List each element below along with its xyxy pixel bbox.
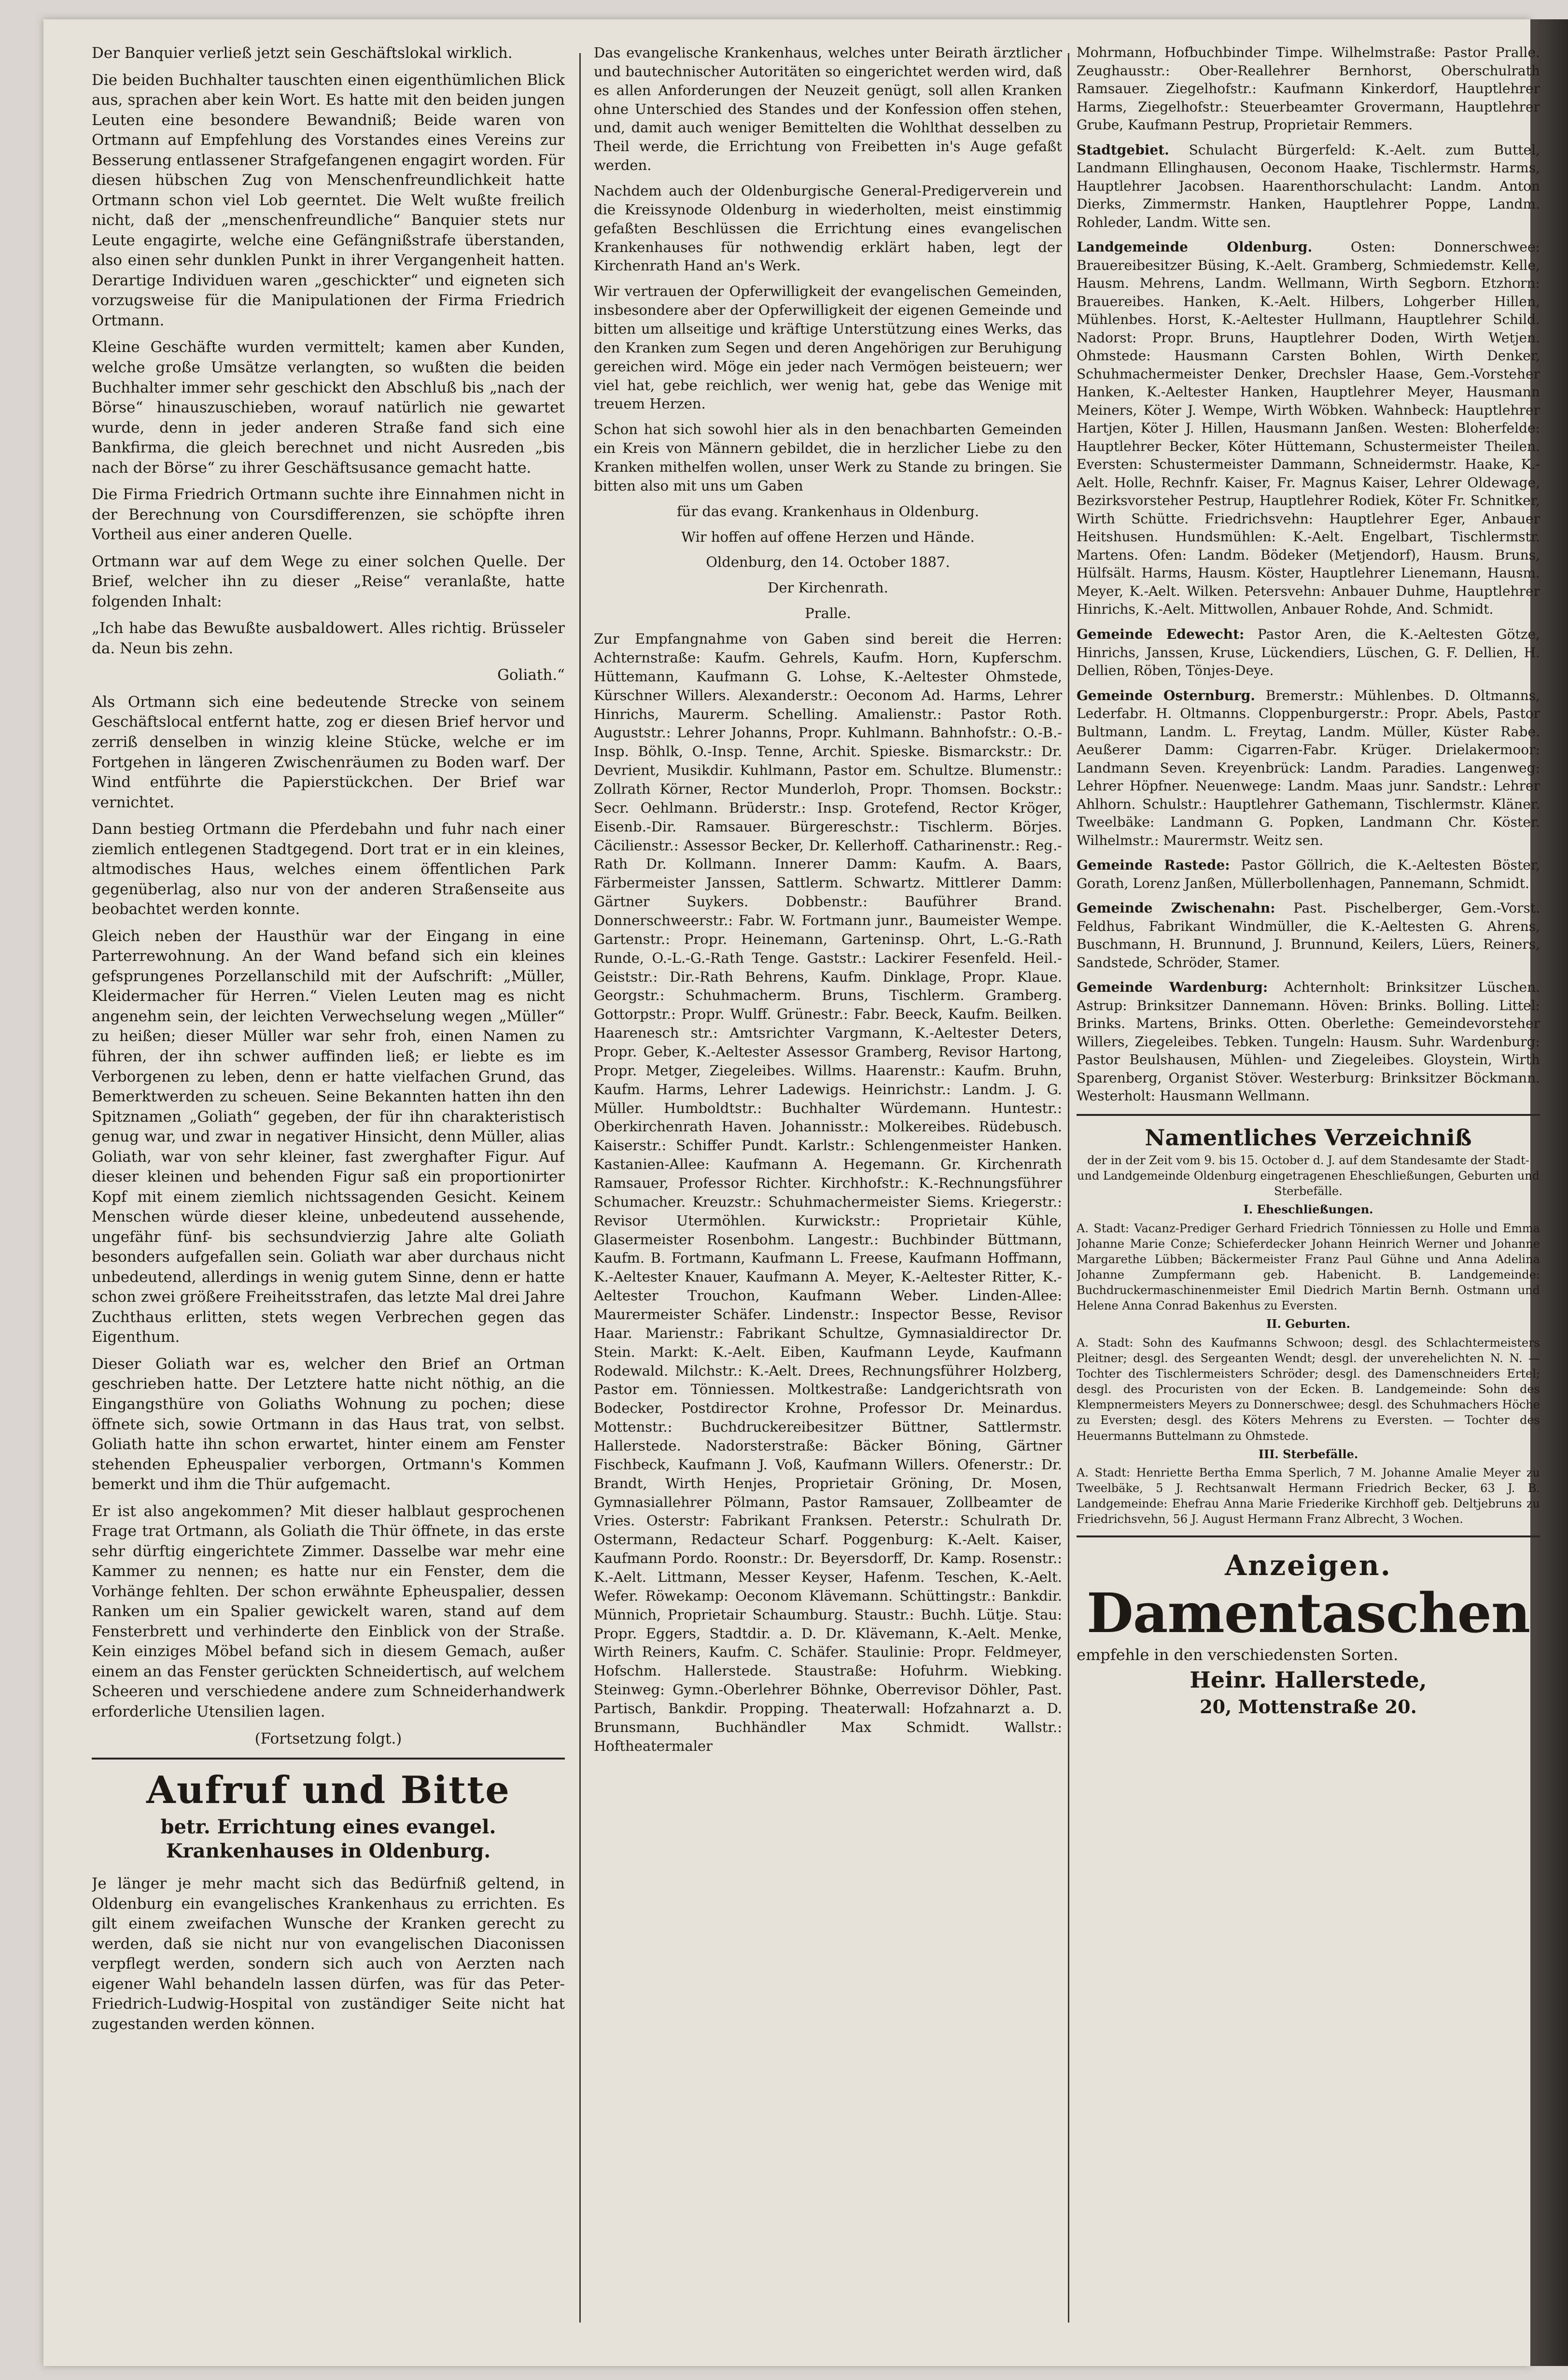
appeal-purpose: für das evang. Krankenhaus in Oldenburg. bbox=[676, 503, 980, 520]
letter-signature: Goliath.“ bbox=[497, 666, 565, 684]
column-divider bbox=[579, 53, 581, 2323]
ad-merchant: Heinr. Hallerstede, bbox=[1190, 1667, 1427, 1693]
ad-product: Damentaschen bbox=[1086, 1582, 1530, 1646]
section-divider bbox=[92, 1758, 565, 1760]
continuation-note: (Fortsetzung folgt.) bbox=[254, 1730, 402, 1747]
collectors-section bbox=[1077, 238, 1540, 619]
section-label: Gemeinde Rastede: bbox=[1077, 857, 1230, 873]
section-label: Gemeinde Osternburg. bbox=[1077, 687, 1256, 704]
article-paragraph: Die beiden Buchhalter tauschten einen eigenthümlichen Blick aus, sprachen aber kein Wort. Es hatte mit den beiden jungen Leuten eine besondere Bewandniß; Beide waren von Ortmann auf Empfehlung des Vorstandes eines Vereins zur Besserung entlassener Strafgefangenen engagirt worden. Für diesen hübschen Zug von Menschenfreundlichkeit hatte Ortmann schon viel Lob geerntet. Die Welt wußte freilich nicht, daß der „menschenfreundliche“ Banquier stets nur Leute engagirte, welche eine Gefängnißstrafe überstanden, also einen sehr dunklen Punkt in ihrer Vergangenheit hatten. Derartige Individuen waren „geschickter“ und eigneten sich vorzugsweise für die Manipulationen der Firma Friedrich Ortmann. bbox=[92, 71, 565, 329]
donation-collectors-list: Zur Empfangnahme von Gaben sind bereit die Herren: Achternstraße: Kaufm. Gehrels, Kaufm. Horn, Kupferschm. Hüttemann, Kaufmann G. Lohse, K.-Aeltester Ohmstede, Kürschner Willers. Alexanderstr.: Oeconom Ad. Harms, Lehrer Hinrichs, Maurerm. Schelling. Amalienstr.: Pastor Roth. Auguststr.: Lehrer Johanns, Propr. Kuhlmann. Bahnhofstr.: O.-B.-Insp. Böhlk, O.-Insp. Tenne, Archit. Spieske. Bismarckstr.: Dr. Devrient, Musikdir. Kuhlmann, Pastor em. Schultze. Blumenstr.: Zollrath Körner, Rector Munderloh, Propr. Thomsen. Bockstr.: Secr. Oehlmann. Brüderstr.: Insp. Grotefend, Rector Kröger, Eisenb.-Dir. Ramsauer. Bürgereschstr.: Tischlerm. Börjes. Cäcilienstr.: Assessor Becker, Dr. Kellerhoff. Catharinenstr.: Reg.-Rath Dr. Kollmann. Innerer Damm: Kaufm. A. Baars, Färbermeister Janssen, Sattlerm. Schwartz. Mittlerer Damm: Gärtner Suykers. Dobbenstr.: Bauführer Brand. Donnerschweerstr.: Fabr. W. Fortmann junr., Baumeister Wempe. Gartenstr.: Propr. Heinemann, Garteninsp. Ohrt, L.-G.-Rath Runde, O.-L.-G.-Rath Tenge. Gaststr.: Lackirer Fesenfeld. Heil.-Geiststr.: Dir.-Rath Behrens, Kaufm. Dinklage, Propr. Klaue. Georgstr.: Schuhmacherm. Bruns, Tischlerm. Gramberg. Gottorpstr.: Propr. Wulff. Grünestr.: Fabr. Beeck, Kaufm. Beilken. Haarenesch str.: Amtsrichter Vargmann, K.-Aeltester Deters, Propr. Geber, K.-Aeltester Assessor Gramberg, Revisor Hartong, Propr. Metger, Ziegeleibes. Willms. Haarenstr.: Kaufm. Bruhn, Kaufm. Harms, Lehrer Ladewigs. Heinrichstr.: Landm. J. G. Müller. Humboldtstr.: Buchhalter Würdemann. Huntestr.: Oberkirchenrath Haven. Johannisstr.: Molkereibes. Rüdebusch. Kaiserstr.: Schiffer Pundt. Karlstr.: Schlengenmeister Hanken. Kastanien-Allee: Kaufmann A. Hegemann. Gr. Kirchenrath Ramsauer, Professor Richter. Kirchhofstr.: K.-Rechnungsführer Schumacher. Kreuzstr.: Schuhmachermeister Siems. Kriegerstr.: Revisor Utermöhlen. Kurwickstr.: Proprietair Kühle, Glasermeister Rosenbohm. Langestr.: Buchbinder Büttmann, Kaufm. B. Fortmann, Kaufmann L. Freese, Kaufmann Hoffmann, K.-Aeltester Knauer, Kaufmann A. Meyer, K.-Aeltester Ritter, K.-Aeltester Trouchon, Kaufmann Weber. Linden-Allee: Maurermeister Schäfer. Lindenstr.: Inspector Besse, Revisor Haar. Marienstr.: Fabrikant Schultze, Gymnasialdirector Dr. Stein. Markt: K.-Aelt. Eiben, Kaufmann Leyde, Kaufmann Rodewald. Milchstr.: K.-Aelt. Drees, Rechnungsführer Holzberg, Pastor em. Tönniessen. Moltkestraße: Landgerichtsrath von Bodecker, Postdirector Krohne, Professor Dr. Meinardus. Mottenstr.: Buchdruckereibesitzer Büttner, Sattlermstr. Hallerstede. Nadorsterstraße: Bäcker Böning, Gärtner Fischbeck, Kaufmann J. Voß, Kaufmann Willers. Ofenerstr.: Dr. Brandt, Wirth Henjes, Proprietair Gröning, Dr. Mosen, Gymnasiallehrer Pölmann, Pastor Ramsauer, Zollbeamter de Vries. Osterstr: Fabrikant Franksen. Peterstr.: Schulrath Dr. Ostermann, Redacteur Scharf. Poggenburg: K.-Aelt. Kaiser, Kaufmann Pordo. Roonstr.: Dr. Beyersdorff, Dr. Kamp. Rosenstr.: K.-Aelt. Littmann, Messer Keyser, Hafenm. Teschen, K.-Aelt. Wefer. Röwekamp: Oeconom Klävemann. Schüttingstr.: Bankdir. Münnich, Proprietair Schaumburg. Staustr.: Buchh. Lütje. Stau: Propr. Eggers, Stadtdir. a. D. Dr. Klävemann, K.-Aelt. Menke, Wirth Reiners, Kaufm. C. Schäfer. Staulinie: Propr. Feldmeyer, Hofschm. Hallerstede. Staustraße: Hofuhrm. Wiebking. Steinweg: Gymn.-Oberlehrer Böhnke, Oberrevisor Döhler, Past. Partisch, Bankdir. Propping. Theaterwall: Hofzahnarzt a. D. Brunsmann, Buchhändler Max Schmidt. Wallstr.: Hoftheatermaler bbox=[594, 631, 1062, 1754]
appeal-closing: Wir hoffen auf offene Herzen und Hände. bbox=[681, 528, 975, 545]
ads-title: Anzeigen. bbox=[1225, 1549, 1392, 1582]
section-text: Pastor Göllrich, die K.-Aeltesten Böster, Gorath, Lorenz Janßen, Müllerbollenhagen, Pannemann, Schmidt. bbox=[1077, 857, 1540, 891]
section-text: Achternholt: Brinksitzer Lüschen. Astrup: Brinksitzer Dannemann. Höven: Brinks. Bolling. Littel: Brinks. Martens, Brinks. Otten. Oberlethe: Gemeindevorsteher Willers, Ziegeleibes. Tebken. Tungeln: Hausm. Suhr. Wardenburg: Pastor Beulshausen, Mühlen- und Ziegeleibes. Gloystein, Wirth Sparenberg, Organist Stöver. Westerburg: Brinksitzer Böckmann. Westerholt: Hausmann Wellmann. bbox=[1077, 979, 1540, 1104]
appeal-paragraph: Wir vertrauen der Opferwilligkeit der evangelischen Gemeinden, insbesondere aber der Opferwilligkeit der eigenen Gemeinde und bitten um allseitige und kräftige Unterstützung eines Werks, das den Kranken zum Segen und deren Angehörigen zur Beruhigung gereichen wird. Möge ein jeder nach Vermögen beisteuern; wer viel hat, gebe reichlich, wer wenig hat, gebe das Wenige mit treuem Herzen. bbox=[594, 283, 1062, 412]
article-paragraph: Dieser Goliath war es, welcher den Brief an Ortman geschrieben hatte. Der Letztere hatte nicht nöthig, an die Eingangsthüre von Goliaths Wohnung zu pochen; diese öffnete sich, sowie Ortmann in das Haus trat, von selbst. Goliath hatte ihn schon erwartet, hinter einem am Fenster stehenden Epheuspalier verborgen, Ortmann's Kommen bemerkt und ihm die Thür aufgemacht. bbox=[92, 1355, 565, 1493]
appeal-signatory-name: Pralle. bbox=[805, 605, 851, 622]
appeal-signatory: Der Kirchenrath. bbox=[768, 579, 888, 596]
collectors-section bbox=[1077, 856, 1540, 892]
collectors-section bbox=[1077, 141, 1540, 232]
article-paragraph: Er ist also angekommen? Mit dieser halblaut gesprochenen Frage trat Ortmann, als Goliath die Thür öffnete, in das erste sehr dürftig eingerichtete Zimmer. Dasselbe war mehr eine Kammer zu nennen; es hatte nur ein Fenster, dem die Vorhänge fehlten. Der schon erwähnte Epheuspalier, dessen Ranken um ein Spalier gewickelt waren, stand auf dem Fensterbrett und verhinderte den Einblick von der Straße. Kein einziges Möbel befand sich in diesem Gemach, außer einem an das Fenster gerückten Schneidertisch, auf welchem Scheeren und verschiedene andere zum Schneiderhandwerk erforderliche Utensilien lagen. bbox=[92, 1502, 565, 1720]
register-heading: I. Eheschließungen. bbox=[1243, 1202, 1373, 1217]
collectors-section bbox=[1077, 687, 1540, 850]
collectors-section bbox=[1077, 978, 1540, 1105]
section-text: Pastor Aren, die K.-Aeltesten Götze, Hinrichs, Janssen, Kruse, Lückendiers, Lüschen, G. F. Dellien, H. Dellien, Röben, Tönjes-Deye. bbox=[1077, 626, 1540, 679]
column-3 bbox=[1077, 43, 1540, 2337]
appeal-paragraph: Nachdem auch der Oldenburgische General-Predigerverein und die Kreissynode Oldenburg in wiederholten, meist einstimmig gefaßten Beschlüssen die Errichtung eines evangelischen Krankenhauses für nothwendig erklärt haben, legt der Kirchenrath Hand an's Werk. bbox=[594, 183, 1062, 274]
section-label: Gemeinde Wardenburg: bbox=[1077, 979, 1268, 996]
appeal-subtitle: betr. Errichtung eines evangel. Krankenhauses in Oldenburg. bbox=[160, 1816, 496, 1863]
section-divider bbox=[1077, 1114, 1540, 1116]
section-label: Gemeinde Zwischenahn: bbox=[1077, 900, 1275, 916]
ad-text: empfehle in den verschiedensten Sorten. bbox=[1077, 1646, 1399, 1664]
column-2 bbox=[594, 43, 1062, 2337]
article-paragraph: Dann bestieg Ortmann die Pferdebahn und fuhr nach einer ziemlich entlegenen Stadtgegend. Dort trat er in ein kleines, altmodisches Haus, welches einem öffentlichen Park gegenüberlag, also nur von der anderen Straßenseite aus beobachtet werden konnte. bbox=[92, 820, 565, 918]
register-intro: der in der Zeit vom 9. bis 15. October d. J. auf dem Standesamte der Stadt- und Landgemeinde Oldenburg eingetragenen Eheschließungen, Geburten und Sterbefälle. bbox=[1077, 1153, 1540, 1198]
appeal-paragraph: Je länger je mehr macht sich das Bedürfniß geltend, in Oldenburg ein evangelisches Krankenhaus zu errichten. Es gilt einem zweifachen Wunsche der Kranken gerecht zu werden, daß sie nicht nur von evangelischen Diaconissen verpflegt werden, sondern sich auch von Aerzten nach eigener Wahl behandeln lassen dürfen, was für das Peter-Friedrich-Ludwig-Hospital von zuständiger Seite nicht hat zugestanden werden können. bbox=[92, 1875, 565, 2033]
article-paragraph: Als Ortmann sich eine bedeutende Strecke von seinem Geschäftslocal entfernt hatte, zog er diesen Brief hervor und zerriß denselben in winzig kleine Stücke, welche er im Fortgehen in längeren Zwischenräumen zu Boden warf. Der Wind entführte die Papierstückchen. Der Brief war vernichtet. bbox=[92, 693, 565, 811]
section-text: Past. Pischelberger, Gem.-Vorst. Feldhus, Fabrikant Windmüller, die K.-Aeltesten G. Ahrens, Buschmann, H. Brunnund, J. Brunnund, Keilers, Lüers, Reiners, Sandstede, Schröder, Stamer. bbox=[1077, 900, 1540, 971]
appeal-paragraph: Das evangelische Krankenhaus, welches unter Beirath ärztlicher und bautechnischer Autoritäten so eingerichtet werden wird, daß es allen Anforderungen der Neuzeit genügt, soll allen Kranken ohne Unterschied des Standes und der Konfession offen stehen, und, damit auch weniger Bemittelten die Wohlthat desselben zu Theil werde, die Errichtung von Freibetten in's Auge gefaßt werden. bbox=[594, 44, 1062, 174]
section-divider bbox=[1077, 1535, 1540, 1537]
register-entry: A. Stadt: Sohn des Kaufmanns Schwoon; desgl. des Schlachtermeisters Pleitner; desgl. des Sergeanten Wendt; desgl. der unverehelichten N. N. — Tochter des Tischlermeisters Schröder; desgl. des Damenschneiders Ertel; desgl. des Procuristen von der Ecken. B. Landgemeinde: Sohn des Klempnermeisters Meyers zu Donnerschwee; desgl. des Schuhmachers Höche zu Eversten; desgl. des Köters Mehrens zu Eversten. — Tochter des Heuermanns Buttelmann zu Ohmstede. bbox=[1077, 1336, 1540, 1443]
article-paragraph: Gleich neben der Hausthür war der Eingang in eine Parterrewohnung. An der Wand befand sich ein kleines gefsprungenes Porzellanschild mit der Aufschrift: „Müller, Kleidermacher für Herren.“ Vielen Leuten mag es nicht angenehm sein, der leichten Verwechselung wegen „Müller“ zu heißen; dieser Müller war sehr froh, einen Namen zu führen, der ihn schwer auffinden ließ; er liebte es im Verborgenen zu leben, denn er hatte vielfachen Grund, das Bemerktwerden zu scheuen. Seine Bekannten hatten ihn den Spitznamen „Goliath“ gegeben, der für ihn charakteristisch genug war, und zwar in negativer Hinsicht, denn Müller, alias Goliath, war von sehr kleiner, fast zwerghafter Figur. Auf dieser kleinen und behenden Figur saß ein proportionirter Kopf mit einem ziemlich nichtssagenden Gesicht. Keinem Menschen würde dieser kleine, unbedeutend aussehende, ungefähr fünf- bis sechsundvierzig Jahre alte Goliath besonders aufgefallen sein. Goliath war aber durchaus nicht unbedeutend, allerdings in wenig gutem Sinne, denn er hatte schon zwei größere Freiheitsstrafen, das letzte Mal drei Jahre Zuchthaus erlitten, stets wegen Verbrechen gegen das Eigenthum. bbox=[92, 927, 565, 1346]
section-label: Gemeinde Edewecht: bbox=[1077, 626, 1245, 642]
appeal-date: Oldenburg, den 14. October 1887. bbox=[706, 554, 950, 571]
collectors-section bbox=[1077, 625, 1540, 680]
letter-text: „Ich habe das Bewußte ausbaldowert. Alles richtig. Brüsseler da. Neun bis zehn. bbox=[92, 620, 565, 657]
section-text: Schulacht Bürgerfeld: K.-Aelt. zum Buttel, Landmann Ellinghausen, Oeconom Haake, Tischlermstr. Harms, Hauptlehrer Jacobsen. Haarenthorschulacht: Landm. Anton Dierks, Zimmermstr. Hanken, Hauptlehrer Poppe, Landm. Rohleder, Landm. Witte sen. bbox=[1077, 141, 1540, 230]
civil-register bbox=[1077, 1153, 1540, 1527]
section-text: Osten: Donnerschwee: Brauereibesitzer Büsing, K.-Aelt. Gramberg, Schmiedemstr. Kelle, Hausm. Mehrens, Landm. Wellmann, Wirth Segborn. Etzhorn: Brauereibes. Hanken, K.-Aelt. Hilbers, Lohgerber Hillen, Mühlenbes. Horst, K.-Aeltester Hullmann, Hauptlehrer Schild. Nadorst: Propr. Bruns, Hauptlehrer Doden, Wirth Wetjen. Ohmstede: Hausmann Carsten Bohlen, Wirth Denker, Schuhmachermeister Denker, Drechsler Haase, Gem.-Vorsteher Hanken, K.-Aeltester Hanken, Hauptlehrer Meyer, Hausmann Meiners, Köter J. Wempe, Wirth Wöbken. Wahnbeck: Hauptlehrer Hartjen, Köter J. Hillen, Hausmann Janßen. Westen: Bloherfelde: Hauptlehrer Becker, Köter Hüttemann, Schustermeister Theilen. Eversten: Schustermeister Dammann, Schneidermstr. Haake, K.-Aelt. Holle, Rechnfr. Kaiser, Fr. Magnus Kaiser, Lehrer Oldewage, Bezirksvorsteher Pestrup, Hauptlehrer Rodiek, Köter Fr. Schnitker, Wirth Schütte. Friedrichsvehn: Hauptlehrer Eger, Anbauer Heitshusen. Hundsmühlen: K.-Aelt. Engelbart, Tischlermstr. Martens. Ofen: Landm. Bödeker (Metjendorf), Hausm. Bruns, Hülfsält. Harms, Hausm. Köster, Hauptlehrer Lienemann, Hausm. Meyer, K.-Aelt. Wilken. Petersvehn: Anbauer Duhme, Hauptlehrer Hinrichs, K.-Aelt. Mittwollen, Anbauer Rohde, And. Schmidt. bbox=[1077, 239, 1540, 618]
register-entry: A. Stadt: Vacanz-Prediger Gerhard Friedrich Tönniessen zu Holle und Emma Johanne Marie Conze; Schieferdecker Johann Heinrich Werner und Johanne Margarethe Lübben; Bäckermeister Franz Paul Gühne und Anna Adelina Johanne Zumpfermann geb. Habenicht. B. Landgemeinde: Buchdruckermaschinenmeister Emil Diedrich Martin Bernh. Ostmann und Helene Anna Conrad Bakenhus zu Eversten. bbox=[1077, 1221, 1540, 1313]
column-divider bbox=[1068, 53, 1069, 2323]
article-paragraph: Der Banquier verließ jetzt sein Geschäftslokal wirklich. bbox=[92, 44, 513, 62]
donation-collectors-list: Mohrmann, Hofbuchbinder Timpe. Wilhelmstraße: Pastor Pralle. Zeughausstr.: Ober-Reallehrer Bernhorst, Oberschulrath Ramsauer. Ziegelhofstr.: Kaufmann Kinkerdorf, Hauptlehrer Harms, Ziegelhofstr.: Steuerbeamter Grovermann, Hauptlehrer Grube, Kaufmann Pestrup, Proprietair Remmers. bbox=[1077, 44, 1540, 133]
section-text: Bremerstr.: Mühlenbes. D. Oltmanns, Lederfabr. H. Oltmanns. Cloppenburgerstr.: Propr. Abels, Pastor Bultmann, Landm. L. Freytag, Landm. Müller, Küster Rabe. Aeußerer Damm: Cigarren-Fabr. Krüger. Drielakermoor: Landmann Seven. Kreyenbrück: Landm. Paradies. Langenweg: Lehrer Höpfner. Neuenwege: Landm. Maas junr. Sandstr.: Lehrer Ahlhorn. Schulstr.: Hauptlehrer Gathemann, Tischlermstr. Kläner. Tweelbäke: Landmann G. Popken, Landmann Chr. Köster. Wilhelmstr.: Maurermstr. Weitz sen. bbox=[1077, 687, 1540, 848]
ad-address: 20, Mottenstraße 20. bbox=[1200, 1696, 1417, 1718]
register-entry: A. Stadt: Henriette Bertha Emma Sperlich, 7 M. Johanne Amalie Meyer zu Tweelbäke, 5 J. Rechtsanwalt Hermann Friedrich Becker, 63 J. B. Landgemeinde: Ehefrau Anna Marie Friederike Kirchhoff geb. Deltjebruns zu Friedrichsvehn, 56 J. August Hermann Franz Albrecht, 3 Wochen. bbox=[1077, 1465, 1540, 1526]
section-label: Landgemeinde Oldenburg. bbox=[1077, 239, 1313, 255]
register-heading: III. Sterbefälle. bbox=[1258, 1447, 1358, 1461]
article-paragraph: Ortmann war auf dem Wege zu einer solchen Quelle. Der Brief, welcher ihn zu dieser „Reise“ veranlaßte, hatte folgenden Inhalt: bbox=[92, 552, 565, 610]
appeal-title: Aufruf und Bitte bbox=[146, 1768, 510, 1813]
column-1 bbox=[92, 43, 565, 2337]
article-paragraph: Kleine Geschäfte wurden vermittelt; kamen aber Kunden, welche große Umsätze verlangten, so wußten die beiden Buchhalter immer sehr geschickt den Abschluß bis „nach der Börse“ hinauszuschieben, worauf natürlich nie gewartet wurde, denn in jeder anderen Straße fand sich eine Bankfirma, die gleich berechnet und nicht Ausreden „bis nach der Börse“ zu ihrer Geschäftsusance gemacht hatte. bbox=[92, 338, 565, 477]
section-label: Stadtgebiet. bbox=[1077, 141, 1169, 158]
register-heading: II. Geburten. bbox=[1266, 1317, 1350, 1331]
register-title: Namentliches Verzeichniß bbox=[1145, 1124, 1472, 1151]
appeal-paragraph: Schon hat sich sowohl hier als in den benachbarten Gemeinden ein Kreis von Männern gebildet, die in herzlicher Liebe zu den Kranken mithelfen wollen, unser Werk zu Stande zu bringen. Sie bitten also mit uns um Gaben bbox=[594, 421, 1062, 494]
article-paragraph: Die Firma Friedrich Ortmann suchte ihre Einnahmen nicht in der Berechnung von Coursdifferenzen, sie schöpfte ihren Vortheil aus einer anderen Quelle. bbox=[92, 486, 565, 544]
collectors-section bbox=[1077, 899, 1540, 972]
